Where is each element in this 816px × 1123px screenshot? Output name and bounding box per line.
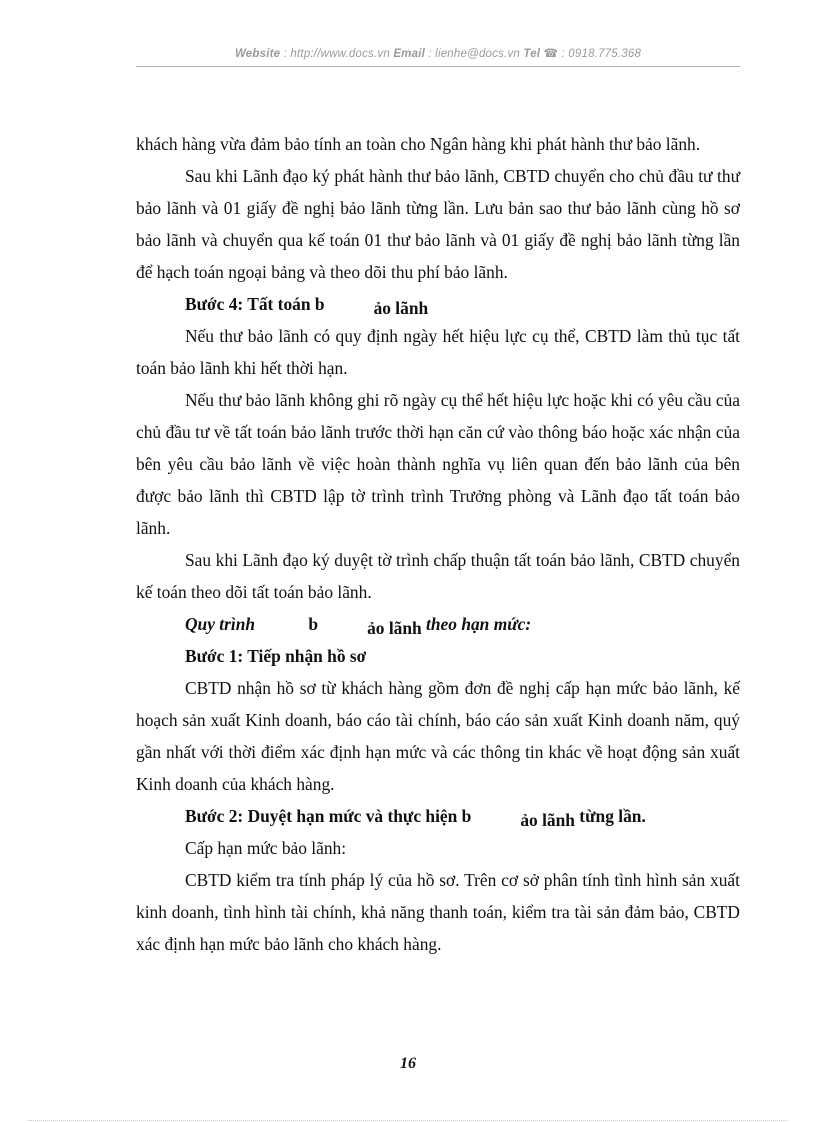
tel-label: Tel <box>523 48 541 60</box>
tel-value: ☎ : 0918.775.368 <box>540 48 642 60</box>
heading-text-offset: ảo lãnh <box>373 298 429 318</box>
page-header <box>136 46 740 60</box>
document-body <box>136 128 740 960</box>
heading-text: Bước 2: Duyệt hạn mức và thực hiện b <box>185 806 472 826</box>
heading-text-offset: ảo lãnh <box>520 810 575 830</box>
website-value: : http://www.docs.vn <box>280 48 394 60</box>
page-number: 16 <box>400 1055 416 1072</box>
heading-text: theo hạn mức: <box>421 614 532 634</box>
section-heading-step-1: Bước 1: Tiếp nhận hồ sơ <box>185 646 367 666</box>
paragraph: Sau khi Lãnh đạo ký phát hành thư bảo lãnh, CBTD chuyển cho chủ đầu tư thư bảo lãnh và 01 giấy đề nghị bảo lãnh từng lần. Lưu bản sao thư bảo lãnh cùng hồ sơ bảo lãnh và chuyển qua kế toán 01 thư bảo lãnh và 01 giấy đề nghị bảo lãnh từng lần để hạch toán ngoại bảng và theo dõi thu phí bảo lãnh. <box>136 166 740 282</box>
heading-text: Quy trình <box>185 614 260 634</box>
paragraph: CBTD kiểm tra tính pháp lý của hồ sơ. Trên cơ sở phân tính tình hình sản xuất kinh doanh, tình hình tài chính, khả năng thanh toán, kiểm tra tài sản đảm bảo, CBTD xác định hạn mức bảo lãnh cho khách hàng. <box>136 870 740 954</box>
heading-text-offset: ảo lãnh <box>367 618 422 638</box>
email-label: Email <box>393 48 425 60</box>
paragraph: Nếu thư bảo lãnh không ghi rõ ngày cụ thể hết hiệu lực hoặc khi có yêu cầu của chủ đầu tư về tất toán bảo lãnh trước thời hạn căn cứ vào thông báo hoặc xác nhận của bên yêu cầu bảo lãnh về việc hoàn thành nghĩa vụ liên quan đến bảo lãnh của bên được bảo lãnh thì CBTD lập tờ trình trình Trưởng phòng và Lãnh đạo tất toán bảo lãnh. <box>136 390 740 538</box>
paragraph: Cấp hạn mức bảo lãnh: <box>185 838 347 858</box>
bottom-border <box>28 1120 788 1121</box>
heading-text: Bước 4: Tất toán b <box>185 294 325 314</box>
website-label: Website <box>234 48 281 60</box>
paragraph: Sau khi Lãnh đạo ký duyệt tờ trình chấp thuận tất toán bảo lãnh, CBTD chuyển kế toán theo dõi tất toán bảo lãnh. <box>136 550 740 602</box>
paragraph: khách hàng vừa đảm bảo tính an toàn cho Ngân hàng khi phát hành thư bảo lãnh. <box>136 134 701 154</box>
heading-text-plain: b <box>308 614 319 634</box>
header-divider <box>136 66 740 67</box>
paragraph: Nếu thư bảo lãnh có quy định ngày hết hiệu lực cụ thể, CBTD làm thủ tục tất toán bảo lãnh khi hết thời hạn. <box>136 326 740 378</box>
heading-text: từng lần. <box>574 806 646 826</box>
section-heading-process <box>136 608 740 640</box>
paragraph: CBTD nhận hồ sơ từ khách hàng gồm đơn đề nghị cấp hạn mức bảo lãnh, kế hoạch sản xuất Kinh doanh, báo cáo tài chính, báo cáo sản xuất Kinh doanh năm, quý gần nhất với thời điểm xác định hạn mức và các thông tin khác về hoạt động sản xuất Kinh doanh của khách hàng. <box>136 678 740 794</box>
section-heading-step-4 <box>136 288 740 320</box>
email-value: : lienhe@docs.vn <box>425 48 524 60</box>
section-heading-step-2 <box>136 800 740 832</box>
